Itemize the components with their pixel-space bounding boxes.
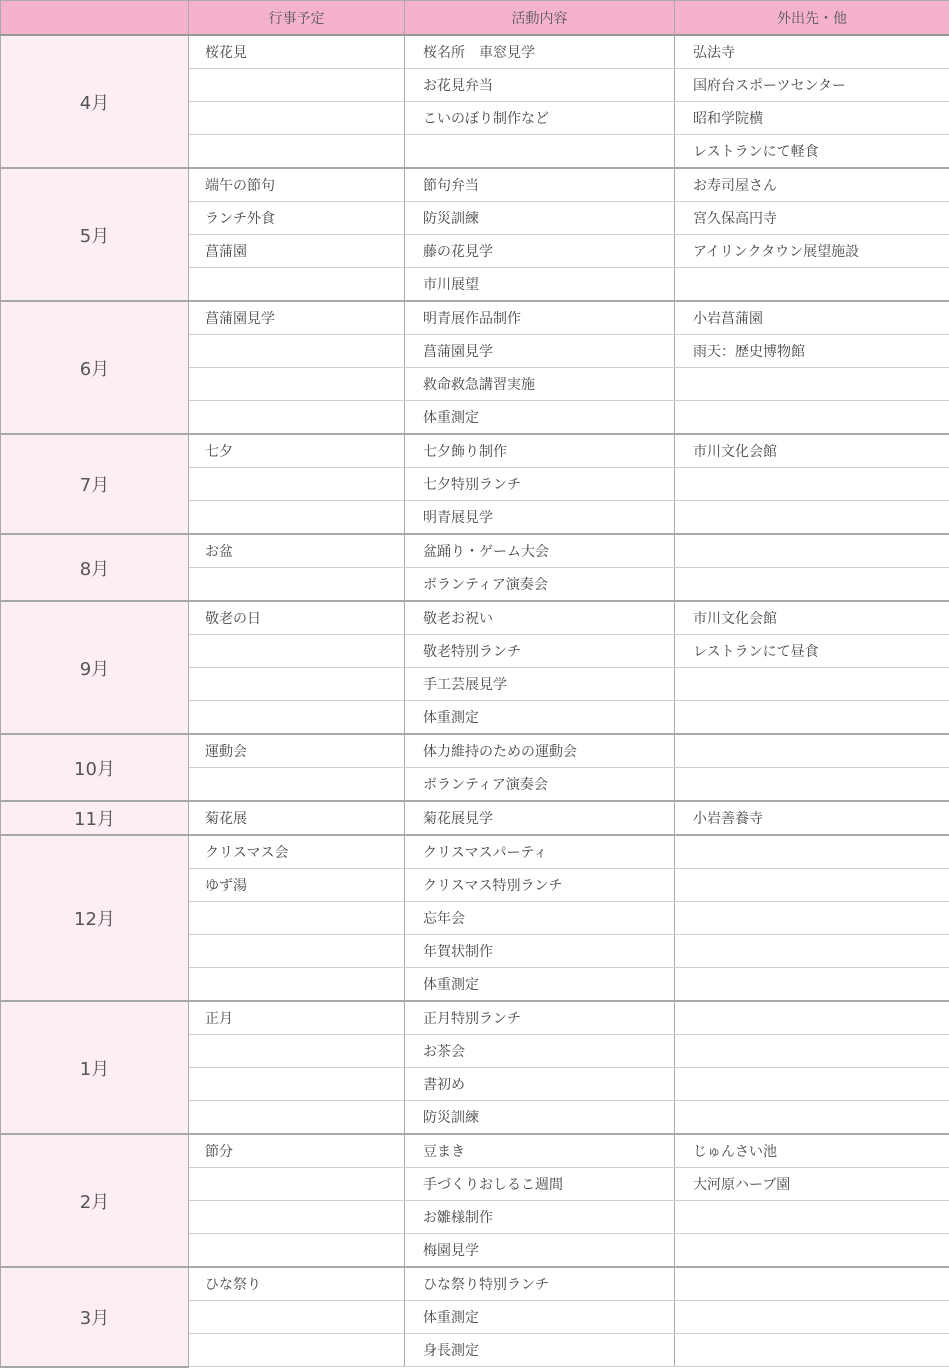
event-cell xyxy=(189,368,405,401)
activity-cell: 藤の花見学 xyxy=(405,235,675,268)
place-cell: 小岩善養寺 xyxy=(675,801,949,835)
month-cell: 1月 xyxy=(1,1001,189,1134)
month-cell: 12月 xyxy=(1,835,189,1001)
activity-cell: 忘年会 xyxy=(405,902,675,935)
event-cell: 正月 xyxy=(189,1001,405,1035)
month-cell: 10月 xyxy=(1,734,189,801)
event-cell xyxy=(189,1201,405,1234)
place-cell xyxy=(675,568,949,602)
table-row xyxy=(1,1267,949,1301)
event-cell: 七夕 xyxy=(189,434,405,468)
place-cell: 雨天：歴史博物館 xyxy=(675,335,949,368)
place-cell xyxy=(675,368,949,401)
activity-cell: 桜名所 車窓見学 xyxy=(405,35,675,69)
place-cell xyxy=(675,935,949,968)
table-row xyxy=(1,734,949,768)
place-cell xyxy=(675,1001,949,1035)
event-cell: お盆 xyxy=(189,534,405,568)
table-row xyxy=(1,835,949,869)
activity-cell: 体重測定 xyxy=(405,1301,675,1334)
month-cell: 3月 xyxy=(1,1267,189,1367)
activity-cell: お花見弁当 xyxy=(405,69,675,102)
event-cell: ランチ外食 xyxy=(189,202,405,235)
activity-cell: 体力維持のための運動会 xyxy=(405,734,675,768)
activity-cell: 節句弁当 xyxy=(405,168,675,202)
place-cell xyxy=(675,501,949,535)
table-row xyxy=(1,534,949,568)
place-cell xyxy=(675,1301,949,1334)
activity-cell: こいのぼり制作など xyxy=(405,102,675,135)
activity-cell: 盆踊り・ゲーム大会 xyxy=(405,534,675,568)
place-cell xyxy=(675,1201,949,1234)
event-cell xyxy=(189,1068,405,1101)
event-cell: 菖蒲園 xyxy=(189,235,405,268)
place-cell xyxy=(675,1267,949,1301)
event-cell xyxy=(189,701,405,735)
place-cell: アイリンクタウン展望施設 xyxy=(675,235,949,268)
event-cell xyxy=(189,1234,405,1268)
activity-cell: 七夕飾り制作 xyxy=(405,434,675,468)
place-cell xyxy=(675,468,949,501)
activity-cell: ひな祭り特別ランチ xyxy=(405,1267,675,1301)
activity-cell: 明青展作品制作 xyxy=(405,301,675,335)
activity-cell: お茶会 xyxy=(405,1035,675,1068)
place-cell: 小岩菖蒲園 xyxy=(675,301,949,335)
event-cell xyxy=(189,335,405,368)
header-event: 行事予定 xyxy=(189,1,405,36)
table-row xyxy=(1,1134,949,1168)
event-cell xyxy=(189,1334,405,1367)
activity-cell: 梅園見学 xyxy=(405,1234,675,1268)
place-cell: レストランにて軽食 xyxy=(675,135,949,169)
event-cell xyxy=(189,1301,405,1334)
activity-cell: 敬老特別ランチ xyxy=(405,635,675,668)
place-cell: 市川文化会館 xyxy=(675,601,949,635)
activity-cell: 体重測定 xyxy=(405,968,675,1002)
table-row xyxy=(1,601,949,635)
activity-cell: クリスマスパーティ xyxy=(405,835,675,869)
activity-cell: お雛様制作 xyxy=(405,1201,675,1234)
activity-cell: 救命救急講習実施 xyxy=(405,368,675,401)
month-cell: 11月 xyxy=(1,801,189,835)
event-cell: ひな祭り xyxy=(189,1267,405,1301)
activity-cell: 豆まき xyxy=(405,1134,675,1168)
header-row xyxy=(1,1,949,36)
table-row xyxy=(1,168,949,202)
activity-cell: 防災訓練 xyxy=(405,202,675,235)
schedule-body xyxy=(1,35,949,1367)
activity-cell: 体重測定 xyxy=(405,701,675,735)
event-cell xyxy=(189,1168,405,1201)
place-cell xyxy=(675,401,949,435)
place-cell xyxy=(675,835,949,869)
activity-cell: 体重測定 xyxy=(405,401,675,435)
activity-cell xyxy=(405,135,675,169)
table-row xyxy=(1,434,949,468)
place-cell: 市川文化会館 xyxy=(675,434,949,468)
event-cell xyxy=(189,102,405,135)
activity-cell: 防災訓練 xyxy=(405,1101,675,1135)
activity-cell: ボランティア演奏会 xyxy=(405,768,675,802)
place-cell xyxy=(675,701,949,735)
header-place: 外出先・他 xyxy=(675,1,949,36)
place-cell xyxy=(675,968,949,1002)
place-cell: 国府台スポーツセンター xyxy=(675,69,949,102)
event-cell xyxy=(189,69,405,102)
event-cell: 運動会 xyxy=(189,734,405,768)
table-row xyxy=(1,801,949,835)
month-cell: 5月 xyxy=(1,168,189,301)
place-cell xyxy=(675,1234,949,1268)
place-cell: 大河原ハーブ園 xyxy=(675,1168,949,1201)
place-cell: 昭和学院横 xyxy=(675,102,949,135)
place-cell xyxy=(675,869,949,902)
activity-cell: 年賀状制作 xyxy=(405,935,675,968)
activity-cell: 身長測定 xyxy=(405,1334,675,1367)
event-cell: 敬老の日 xyxy=(189,601,405,635)
event-cell xyxy=(189,668,405,701)
activity-cell: 菖蒲園見学 xyxy=(405,335,675,368)
activity-cell: 手工芸展見学 xyxy=(405,668,675,701)
header-activity: 活動内容 xyxy=(405,1,675,36)
place-cell xyxy=(675,1334,949,1367)
place-cell xyxy=(675,1035,949,1068)
event-cell: ゆず湯 xyxy=(189,869,405,902)
month-cell: 8月 xyxy=(1,534,189,601)
place-cell: 宮久保高円寺 xyxy=(675,202,949,235)
place-cell xyxy=(675,734,949,768)
activity-cell: 敬老お祝い xyxy=(405,601,675,635)
event-cell xyxy=(189,401,405,435)
place-cell xyxy=(675,668,949,701)
event-cell xyxy=(189,1101,405,1135)
event-cell: 端午の節句 xyxy=(189,168,405,202)
event-cell: 菊花展 xyxy=(189,801,405,835)
event-cell xyxy=(189,1035,405,1068)
place-cell: じゅんさい池 xyxy=(675,1134,949,1168)
place-cell: お寿司屋さん xyxy=(675,168,949,202)
place-cell: 弘法寺 xyxy=(675,35,949,69)
event-cell: 菖蒲園見学 xyxy=(189,301,405,335)
activity-cell: 手づくりおしるこ週間 xyxy=(405,1168,675,1201)
activity-cell: 菊花展見学 xyxy=(405,801,675,835)
place-cell xyxy=(675,1068,949,1101)
activity-cell: 書初め xyxy=(405,1068,675,1101)
table-row xyxy=(1,301,949,335)
place-cell xyxy=(675,1101,949,1135)
event-cell xyxy=(189,968,405,1002)
month-cell: 6月 xyxy=(1,301,189,434)
event-cell xyxy=(189,635,405,668)
activity-cell: 正月特別ランチ xyxy=(405,1001,675,1035)
table-row xyxy=(1,35,949,69)
month-cell: 4月 xyxy=(1,35,189,168)
event-cell xyxy=(189,135,405,169)
activity-cell: クリスマス特別ランチ xyxy=(405,869,675,902)
table-row xyxy=(1,1001,949,1035)
event-cell: クリスマス会 xyxy=(189,835,405,869)
header-month xyxy=(1,1,189,36)
event-cell xyxy=(189,501,405,535)
activity-cell: 市川展望 xyxy=(405,268,675,302)
event-cell: 節分 xyxy=(189,1134,405,1168)
place-cell: レストランにて昼食 xyxy=(675,635,949,668)
activity-cell: ボランティア演奏会 xyxy=(405,568,675,602)
event-cell xyxy=(189,568,405,602)
place-cell xyxy=(675,768,949,802)
place-cell xyxy=(675,902,949,935)
event-cell xyxy=(189,268,405,302)
event-cell xyxy=(189,468,405,501)
event-cell xyxy=(189,768,405,802)
month-cell: 2月 xyxy=(1,1134,189,1267)
place-cell xyxy=(675,268,949,302)
activity-cell: 七夕特別ランチ xyxy=(405,468,675,501)
month-cell: 9月 xyxy=(1,601,189,734)
place-cell xyxy=(675,534,949,568)
month-cell: 7月 xyxy=(1,434,189,534)
activity-cell: 明青展見学 xyxy=(405,501,675,535)
event-cell xyxy=(189,935,405,968)
event-cell xyxy=(189,902,405,935)
event-cell: 桜花見 xyxy=(189,35,405,69)
